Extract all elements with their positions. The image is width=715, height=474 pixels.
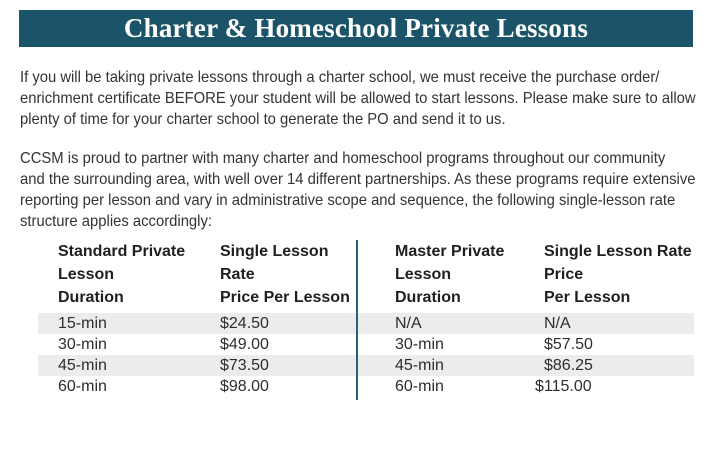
page-title: Charter & Homeschool Private Lessons xyxy=(123,13,589,43)
table-cell: $115.00 xyxy=(535,378,592,395)
table-cell: 45-min xyxy=(395,357,444,374)
header-banner xyxy=(19,10,693,47)
table-cell: 15-min xyxy=(58,315,107,332)
table-cell: 60-min xyxy=(58,378,107,395)
table-cell: N/A xyxy=(544,315,571,332)
header-master-duration: Master Private Lesson Duration xyxy=(395,243,505,306)
header-standard-duration: Standard Private Lesson Duration xyxy=(58,243,186,306)
table-cell: $57.50 xyxy=(544,336,593,353)
table-cell: $73.50 xyxy=(220,357,269,374)
table-row-band xyxy=(38,355,694,376)
table-cell: $98.00 xyxy=(220,378,269,395)
table-cell: $86.25 xyxy=(544,357,593,374)
charter-po-paragraph xyxy=(20,67,696,130)
header-master-price: Single Lesson Rate Price Per Lesson xyxy=(544,243,692,306)
paragraph-line: plenty of time for your charter school to generate the PO and send it to us. xyxy=(20,111,506,128)
table-cell: 30-min xyxy=(58,336,107,353)
paragraph-line: CCSM is proud to partner with many charter and homeschool programs throughout our community xyxy=(20,150,666,167)
table-row-band xyxy=(38,376,694,397)
partnership-paragraph xyxy=(20,148,696,232)
table-cell: 30-min xyxy=(395,336,444,353)
paragraph-line: enrichment certificate BEFORE your student will be allowed to start lessons. Please make sure to allow xyxy=(20,90,696,107)
table-cell: $24.50 xyxy=(220,315,269,332)
paragraph-line: structure applies accordingly: xyxy=(20,213,213,230)
table-row-band xyxy=(38,313,694,334)
paragraph-line: If you will be taking private lessons through a charter school, we must receive the purchase order/ xyxy=(20,69,660,86)
column-divider xyxy=(356,240,358,400)
lesson-rate-table xyxy=(38,240,694,405)
table-cell: N/A xyxy=(395,315,422,332)
table-row-band xyxy=(38,334,694,355)
table-cell: 45-min xyxy=(58,357,107,374)
paragraph-line: and the surrounding area, with well over 14 different partnerships. As these programs require extensive xyxy=(20,171,696,188)
paragraph-line: reporting per lesson and vary in administrative scope and sequence, the following single-lesson rate xyxy=(20,192,676,209)
table-cell: 60-min xyxy=(395,378,444,395)
table-cell: $49.00 xyxy=(220,336,269,353)
header-standard-price: Single Lesson Rate Price Per Lesson xyxy=(220,243,350,306)
